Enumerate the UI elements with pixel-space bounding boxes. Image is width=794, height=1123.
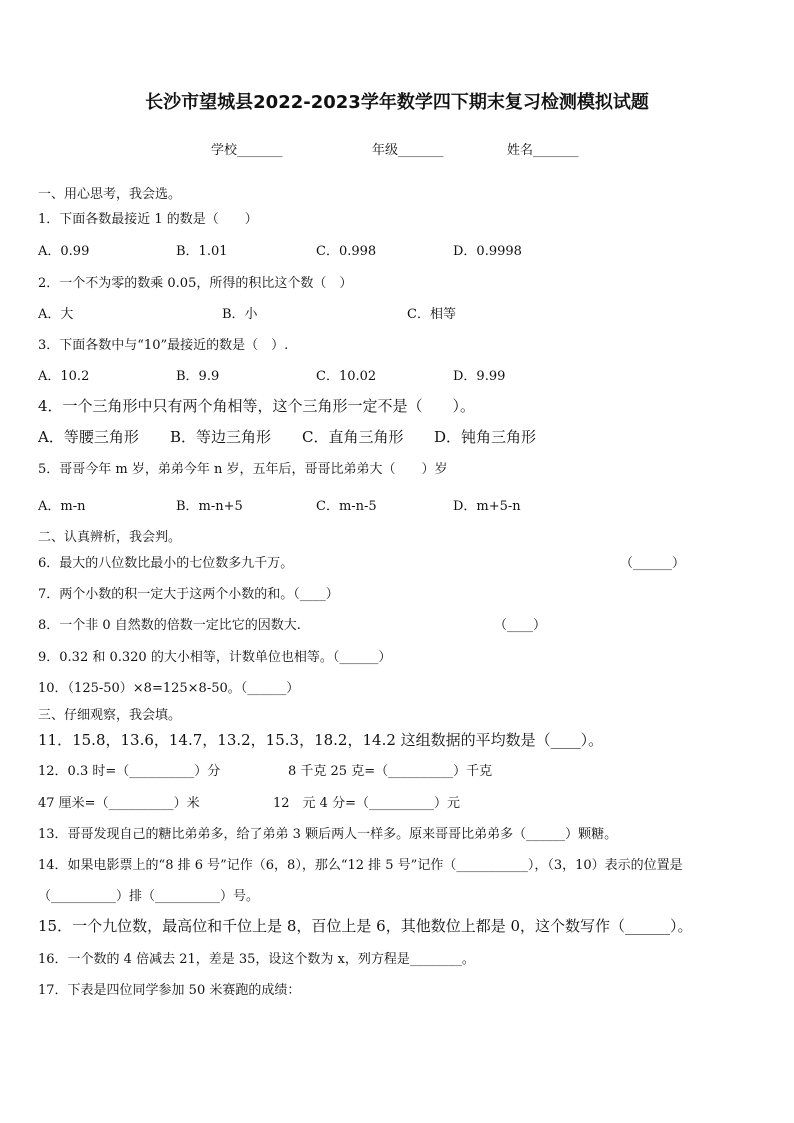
- q4-option-b[interactable]: B．等边三角形: [170, 428, 272, 446]
- q1-option-c[interactable]: C．0.998: [316, 244, 377, 259]
- question-7: 7．两个小数的积一定大于这两个小数的和。（____）: [38, 587, 339, 602]
- q6-answer-blank[interactable]: （______）: [620, 556, 686, 571]
- section-2-heading: 二、认真辨析，我会判。: [38, 530, 182, 545]
- q3-option-b[interactable]: B．9.9: [176, 369, 220, 384]
- q2-option-b[interactable]: B．小: [222, 307, 258, 322]
- question-10: 10．（125-50）×8=125×8-50。（______）: [38, 681, 300, 696]
- q5-option-b[interactable]: B．m-n+5: [176, 499, 243, 514]
- student-info-row: [0, 139, 794, 159]
- q4-option-a[interactable]: A．等腰三角形: [38, 428, 139, 446]
- grade-field[interactable]: 年级_______: [372, 143, 444, 158]
- question-14-line-1: 14．如果电影票上的“8 排 6 号”记作（6，8），那么“12 排 5 号”记作（___________），（3，10）表示的位置是: [38, 858, 683, 873]
- question-13: 13．哥哥发现自己的糖比弟弟多，给了弟弟 3 颗后两人一样多。原来哥哥比弟弟多（______）颗糖。: [38, 827, 618, 842]
- q1-option-b[interactable]: B．1.01: [176, 244, 228, 259]
- q5-option-a[interactable]: A．m-n: [38, 499, 86, 514]
- question-17: 17．下表是四位同学参加 50 米赛跑的成绩：: [38, 983, 301, 998]
- q2-option-a[interactable]: A．大: [38, 307, 74, 322]
- question-15: 15．一个九位数，最高位和千位上是 8，百位上是 6，其他数位上都是 0，这个数写作（______）。: [38, 917, 693, 935]
- q3-option-c[interactable]: C．10.02: [316, 369, 377, 384]
- q1-option-a[interactable]: A．0.99: [38, 244, 90, 259]
- question-12-part-d: 12 元 4 分=（__________）元: [273, 796, 460, 811]
- question-4: 4．一个三角形中只有两个角相等，这个三角形一定不是（ ）。: [38, 397, 476, 415]
- q2-option-c[interactable]: C．相等: [407, 307, 456, 322]
- question-2: 2．一个不为零的数乘 0.05，所得的积比这个数（ ）: [38, 276, 353, 291]
- question-6: 6．最大的八位数比最小的七位数多九千万。: [38, 556, 294, 571]
- question-5: 5．哥哥今年 m 岁，弟弟今年 n 岁，五年后，哥哥比弟弟大（ ）岁: [38, 462, 448, 477]
- q8-answer-blank[interactable]: （____）: [494, 618, 547, 633]
- q3-option-d[interactable]: D．9.99: [453, 369, 506, 384]
- question-16: 16．一个数的 4 倍减去 21，差是 35，设这个数为 x，列方程是________。: [38, 952, 475, 967]
- school-field[interactable]: 学校_______: [211, 143, 283, 158]
- question-9: 9．0.32 和 0.320 的大小相等，计数单位也相等。（______）: [38, 650, 392, 665]
- question-8: 8．一个非 0 自然数的倍数一定比它的因数大.: [38, 618, 301, 633]
- q5-option-d[interactable]: D．m+5-n: [453, 499, 521, 514]
- question-11: 11．15.8，13.6，14.7，13.2，15.3，18.2，14.2 这组数据的平均数是（____）。: [38, 731, 604, 749]
- question-1: 1．下面各数最接近 1 的数是（ ）: [38, 212, 258, 227]
- q5-option-c[interactable]: C．m-n-5: [316, 499, 377, 514]
- q4-option-c[interactable]: C．直角三角形: [302, 428, 404, 446]
- question-12-part-b: 8 千克 25 克=（__________）千克: [288, 764, 493, 779]
- question-3: 3．下面各数中与“10”最接近的数是（ ）.: [38, 338, 289, 353]
- name-field[interactable]: 姓名_______: [507, 143, 579, 158]
- section-3-heading: 三、仔细观察，我会填。: [38, 708, 182, 723]
- question-12-part-c: 47 厘米=（__________）米: [38, 796, 200, 811]
- section-1-heading: 一、用心思考，我会选。: [38, 187, 182, 202]
- q4-option-d[interactable]: D．钝角三角形: [434, 428, 537, 446]
- question-12-part-a: 12．0.3 时=（__________）分: [38, 764, 221, 779]
- q1-option-d[interactable]: D．0.9998: [453, 244, 522, 259]
- q3-option-a[interactable]: A．10.2: [38, 369, 90, 384]
- page-title: 长沙市望城县2022-2023学年数学四下期末复习检测模拟试题: [145, 92, 649, 113]
- question-14-line-2: （__________）排（__________）号。: [38, 889, 260, 904]
